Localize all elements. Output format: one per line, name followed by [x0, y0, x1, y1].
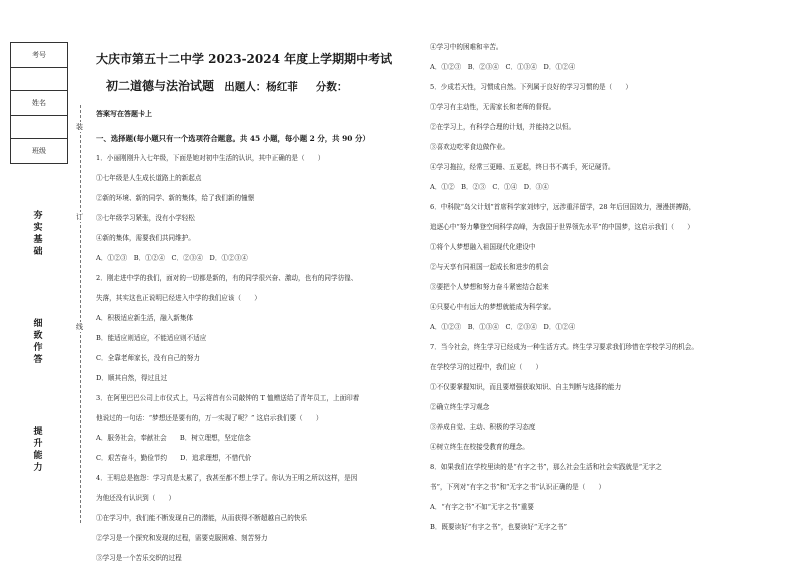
- name-cell[interactable]: [11, 116, 68, 139]
- question-line: ④只要心中有远大的梦想就能成为科学家。: [430, 303, 556, 311]
- question-line: ①学习有主动性，无需家长和老师的督促。: [430, 103, 556, 111]
- answer-options: A．①②③ B．①②④ C．②③④ D．①②③④: [96, 254, 248, 262]
- question-line: ①将个人梦想融入祖国现代化建设中: [430, 243, 536, 251]
- question-line: 8．如果我们在学校里读的是“有字之书”，那么社会生活和社会实践就是“无字之: [430, 463, 662, 471]
- question-line: 1．小丽刚刚升入七年级，下面是她对初中生活的认识，其中正确的是（ ）: [96, 154, 325, 162]
- binding-char-xian: 线: [76, 323, 83, 331]
- question-line: 他说过的一句话：“梦想还是要有的，万一实现了呢？” 这启示我们要（ ）: [96, 414, 323, 422]
- question-line: 书”，下列对“有字之书”和“无字之书”认识正确的是（ ）: [430, 483, 606, 491]
- subject-name: 初二道德与法治试题: [106, 79, 215, 93]
- question-line: ②学习是一个探究和发现的过程，需要克服困难、刻苦努力: [96, 534, 268, 542]
- question-line: ④新的集体，需要我们共同维护。: [96, 234, 195, 242]
- exam-subtitle: [106, 77, 406, 94]
- exam-number-label: 考号: [11, 43, 68, 68]
- side-label-careful: 细 致 作 答: [33, 319, 43, 365]
- binding-char-zhuang: 装: [76, 123, 83, 131]
- answer-option: C．全靠老师家长，没有自己的努力: [96, 354, 200, 362]
- answer-options: A．①② B．②③ C．①④ D．③④: [430, 183, 549, 191]
- answer-option: D．顺其自然，得过且过: [96, 374, 168, 382]
- answer-options: A．服务社会，奉献社会 B．树立理想，坚定信念: [96, 434, 251, 442]
- question-line: 为他还没有认识到（ ）: [96, 494, 176, 502]
- question-line: 追逐心中“努力攀登空间科学高峰，为我国于世界领先水平”的中国梦，这启示我们（ ）: [430, 223, 694, 231]
- question-line: ①不仅要掌握知识，而且要增强获取知识、自主判断与选择的能力: [430, 383, 622, 391]
- question-line: ①在学习中，我们能不断发现自己的潜能，从而获得不断超越自己的快乐: [96, 514, 307, 522]
- answer-option: B．既要读好“有字之书”，也要读好“无字之书”: [430, 523, 568, 531]
- left-column: [96, 50, 406, 564]
- student-info-table: [10, 42, 68, 164]
- question-line: 在学校学习的过程中，我们应（ ）: [430, 363, 543, 371]
- question-line: ④树立终生在校接受教育的理念。: [430, 443, 529, 451]
- answer-sheet-note: 答案写在答题卡上: [96, 110, 152, 118]
- right-column: [430, 42, 770, 533]
- score-label: 分数：: [315, 81, 348, 93]
- answer-options: C．艰苦奋斗，勤俭节约 D．追求理想，不惜代价: [96, 454, 252, 462]
- question-line: 2．刚走进中学的我们，面对的一切都是新的，有的同学很兴奋、激动，也有的同学彷徨、: [96, 274, 358, 282]
- question-line: ①七年级是人生成长道路上的新起点: [96, 174, 202, 182]
- question-line: 6．中科院“岛父计划”首席科学家刘炜宁，远涉重洋留学，28 年后回国效力，漫漫拼搏路，: [430, 203, 696, 211]
- question-line: ②新的环境、新的同学、新的集体，给了我们新的憧憬: [96, 194, 255, 202]
- question-line: 4．王明总是抱怨：学习真是太累了，我甚至都不想上学了。你认为王明之所以这样，是因: [96, 474, 358, 482]
- question-line: ④学习拖拉，经常三更睡、五更起，终日书不离手，死记硬背。: [430, 163, 615, 171]
- class-label: 班级: [11, 139, 68, 164]
- name-label: 姓名: [11, 91, 68, 116]
- question-line: ④学习中的困难和辛苦。: [430, 43, 503, 51]
- question-line: ③七年级学习紧张，没有小学轻松: [96, 214, 195, 222]
- side-label-improve: 提 升 能 力: [33, 427, 43, 473]
- answer-option: A．“有字之书”不如“无字之书”重要: [430, 503, 534, 511]
- question-line: ③喜欢边吃零食边做作业。: [430, 143, 510, 151]
- question-line: ③学习是一个苦乐交织的过程: [96, 554, 182, 562]
- side-label-foundation: 夯 实 基 础: [33, 211, 43, 257]
- answer-option: A．积极适应新生活，融入新集体: [96, 314, 194, 322]
- question-line: ③要把个人梦想和努力奋斗紧密结合起来: [430, 283, 549, 291]
- question-line: 失落，其实这也正说明已经进入中学的我们应该（ ）: [96, 294, 261, 302]
- answer-option: B．能适应则适应，不能适应则不适应: [96, 334, 207, 342]
- question-line: ②在学习上，有科学合理的计划，并能持之以恒。: [430, 123, 576, 131]
- binding-char-ding: 订: [76, 213, 83, 221]
- question-setter: 出题人：杨红菲: [224, 81, 298, 93]
- question-line: 7．当今社会，终生学习已经成为一种生活方式。终生学习要求我们珍惜在学校学习的机会。: [430, 343, 698, 351]
- exam-number-cell[interactable]: [11, 68, 68, 91]
- question-line: 3．在阿里巴巴公司上市仪式上，马云将首有公司敲钟的 T 恤赠送给了青年员工，上面印着: [96, 394, 360, 402]
- question-line: ②与天享有同祖国一起成长和进步的机会: [430, 263, 549, 271]
- question-line: 5．少成若天性，习惯成自然。下列属于良好的学习习惯的是（ ）: [430, 83, 633, 91]
- answer-options: A．①②③ B．②③④ C．①③④ D．①②④: [430, 63, 576, 71]
- section-choice-heading: 一、选择题(每小题只有一个选项符合题意。共 45 小题，每小题 2 分，共 90 分）: [96, 134, 370, 143]
- exam-title: 大庆市第五十二中学 2023-2024 年度上学期期中考试: [96, 52, 393, 66]
- question-line: ②确立终生学习观念: [430, 403, 490, 411]
- question-line: ③养成自觉、主动、积极的学习态度: [430, 423, 536, 431]
- binding-line: [80, 105, 81, 523]
- answer-options: A．①②③ B．①③④ C．②③④ D．①②④: [430, 323, 576, 331]
